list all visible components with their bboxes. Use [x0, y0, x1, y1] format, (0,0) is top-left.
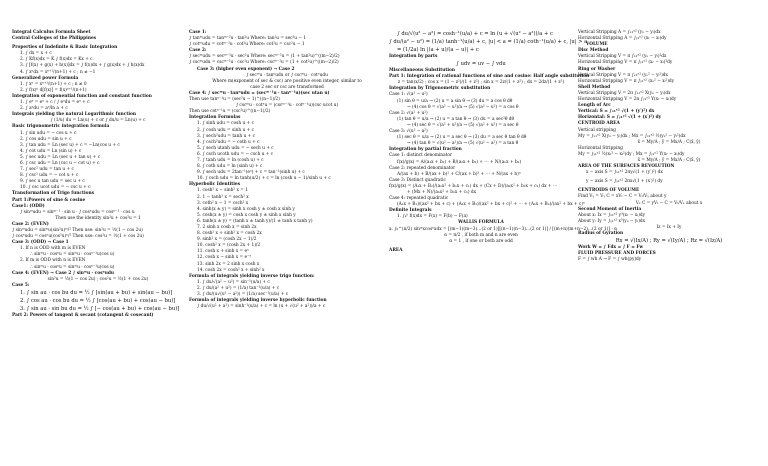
- formula-line: 2. If m is ODD with n is EVEN: [20, 258, 86, 264]
- formula-line: 6. ∫ csc udu = Ln (csc u − cot u) + c: [20, 160, 100, 166]
- section-heading: Formula of integrals yielding inverse trigo function:: [189, 273, 315, 279]
- formula-line: 3. ∫ sin au · sin bu du = ½ ∫ [− cos(au + bu) + cos(au − bu)]: [20, 305, 180, 312]
- section-heading: Integration by parts: [389, 54, 438, 59]
- formula-line: 10. ∫ csc ucot udu = − csc u + c: [20, 185, 91, 191]
- formula-line: → (4) tan θ = √(u² − a²)/a → (5) √(u² − a²) = a tan θ: [407, 141, 519, 147]
- formula-line: Iz = Ix + Iy: [656, 224, 682, 230]
- section-heading: Part 2: Powers of tangent & secant (cotangent & cosecant): [12, 312, 154, 318]
- formula-line: 4. sinh(x ± y) = sinh x cosh y ± cosh x sinh y: [197, 206, 295, 212]
- formula-line: a. ∫₀^(π/2) sinᵐxcosⁿxdx = [(m−1)(m−3)…(2 or 1)][(n−1)(n−3)…(2 or 1)] / [(m+n)(m+n−2)…(2 or 1)] · α: [389, 226, 618, 232]
- formula-line: Horizontal Stripping V = π ∫ᵧ₁ʸ² (xᵣ − xₗ)²dy: [578, 60, 673, 66]
- formula-line: Where m(exponent of sec & csc) are positive even integer, similar to: [212, 78, 362, 84]
- formula-line: 1. cosh² x − sinh² x = 1: [197, 188, 248, 194]
- formula-line: 9. sinh² x = (cosh 2x − 1)/2: [197, 237, 257, 243]
- section-heading: Case 2:: [189, 48, 207, 54]
- formula-line: 3. ∫ du/(u√(u² − a²)) = (1/a) sec⁻¹(u/a) + c: [197, 292, 289, 298]
- formula-line: 10. cosh² x = (cosh 2x + 1)/2: [197, 243, 261, 249]
- formula-line: ∫ du/√(u² − a²) = cosh⁻¹(u/a) + c = ln (u + √(u² − a²))/a + c: [397, 31, 553, 37]
- section-heading: Ring or Washer: [578, 66, 616, 72]
- section-heading: Case 4: ∫ secᵐu · tanⁿudu = (secᵐ⁻¹u · tanⁿ⁻¹u)(sec utan u): [189, 90, 330, 96]
- section-heading: Integration of exponential function and constant function: [12, 93, 152, 99]
- section-heading: WALLIS FORMULA: [458, 220, 504, 226]
- formula-line: Vertical Stripping A = ∫ₓ₁ˣ² (yᵤ − yₗ)dx: [578, 30, 661, 35]
- formula-line: 2. ∫ Kf(x)dx = K ∫ f(x)dx = Kx + c: [20, 57, 93, 63]
- section-heading: Hyperbolic Identities: [189, 182, 241, 188]
- formula-line: Horizontal Stripping V = π ∫ᵧ₁ʸ² (xₒ² − xᵢ²)dy: [578, 78, 675, 84]
- section-heading: Case1: (ODD): [12, 203, 45, 209]
- formula-line: ∫ tanᵐudu = tanᵐ⁻²u · tan²u Where: tan²u = sec²u − 1: [189, 36, 307, 42]
- section-heading: Transformation of Trigo functions: [12, 191, 94, 197]
- formula-line: ∴ sinᵐu · cosⁿu = sinᵐu · cosⁿ⁻¹u(cos u): [30, 264, 115, 270]
- formula-line: ∫ du/(a² − u²) = (1/a) tanh⁻¹(u/a) + c, |u| < a = (1/a) coth⁻¹(u/a) + c, |u| > a: [389, 39, 588, 45]
- formula-line: Vertical stripping: [578, 127, 616, 133]
- section-heading: Second Moment of Inertia: [578, 206, 642, 212]
- formula-line: My = ∫ₓ₁ˣ² X(yᵤ − yₗ)dx ; Mx = ∫ₓ₁ˣ² ½(yᵤ² − yₗ²)dx: [578, 133, 686, 139]
- section-heading: Part 1:Powers of sine & cosine: [12, 197, 86, 203]
- section-heading: Disc Method: [578, 48, 609, 54]
- section-heading: Case 3: (ODD) → Case 1: [12, 240, 69, 246]
- formula-line: Vertical Stripping V = 2π ∫ₓ₁ˣ² X(yᵤ − yₗ)dx: [578, 90, 671, 96]
- section-heading: Integrals yielding the natural Logarithmic function: [12, 112, 137, 118]
- formula-line: Horizontal Stripping A = ∫ᵧ₁ʸ² (xᵣ − xₗ)dy: [578, 36, 667, 42]
- formula-line: 4. ∫ xⁿdx = xⁿ⁺¹/(n+1) + c ; n ≠ −1: [20, 69, 96, 75]
- formula-line: (A₁x + B₁)/(ax² + bx + c) + (A₂x + B₂)/(ax² + bx + c)² + ⋯ + (Aₙx + Bₙ)/(ax² + bx + c)ⁿ: [397, 202, 585, 208]
- formula-line: 13. sinh 2x = 2 sinh x cosh x: [197, 261, 260, 267]
- formula-line: 2. ∫ du/(a² + u²) = (1/a) tan⁻¹(u/a) + c: [197, 285, 280, 291]
- section-heading: Case 2: (EVEN): [12, 221, 49, 227]
- formula-line: + (Mx + N)/(aₙx² + bₙx + cₙ) dx: [407, 189, 477, 195]
- formula-line: 1. ∫ eᵘ = eᵘ + c / ∫ eᵘdu = eᵘ + c: [20, 100, 90, 106]
- formula-line: 2. ∫ cos au · cos bu du = ½ ∫ [cos(au + bu) + cos(au − bu)]: [20, 297, 176, 304]
- formula-line: 14. cosh 2x = cosh² x + sinh² x: [197, 267, 265, 273]
- formula-line: x̄ = My/A ; ȳ = Mx/A ; C(x̄, ȳ): [637, 139, 701, 145]
- formula-line: 9. ∫ sech udu = 2tan⁻¹(eᵘ) + c = tan⁻¹(sinh u) + c: [197, 170, 305, 176]
- formula-line: 2. ∫ cosh udu = sinh u + c: [197, 127, 255, 133]
- formula-line: Find Vᵧ = Vᵧ C = xVₜ − C = Vₜ/Vᵧ about y: [578, 194, 667, 200]
- formula-line: ∫ du/√(u² + a²) = sinh⁻¹(u/a) + c = ln (u + √(u² + a²))/a + c: [197, 304, 326, 310]
- formula-line: ∫ secᵐu · tanⁿudu or ∫ cscᵐu · cotⁿudu: [246, 72, 328, 78]
- formula-line: ∫ secᵐudu = secᵐ⁻²u · sec²u Where: secᵐ⁻²u = (1 + tan²u)^((m−2)/2): [189, 54, 340, 60]
- section-heading: Case 1:: [189, 30, 207, 35]
- formula-line: f(x)/g(x) = A/(a₁x + b₁) + B/(a₂x + b₂) + ⋯ + N/(aₙx + bₙ): [397, 159, 522, 165]
- section-heading: Basic trigonometric integration formula: [12, 124, 110, 130]
- formula-line: 10. ∫ csch udu = ln tanh(u/2) + c = ln (cosh u − 1)/sinh u + c: [197, 176, 331, 182]
- section-heading: Miscellaneous Substitution: [389, 68, 455, 74]
- formula-line: 6. ∫ csch ucoth udu = − csch u + c: [197, 151, 274, 157]
- formula-line: Then use tanⁿ⁻¹u = (sec²u − 1)^((n−1)/2): [189, 97, 280, 103]
- formula-line: (1) sec θ = u/a → (2) u = a sec θ → (3) du = a sec θ tan θ dθ: [397, 135, 527, 141]
- formula-line: 8. ∫ coth udu = ln (sinh u) + c: [197, 164, 263, 170]
- section-heading: Integral Calculus Formula Sheet: [12, 30, 91, 35]
- formula-line: y − axis S = ∫ᵧ₁ʸ² 2πx√(1 + (x′)²) dy: [586, 179, 663, 185]
- formula-line: → (4) sec θ = √(a² + u²)/a → (5) √(a² + u²) = a sec θ: [407, 122, 519, 128]
- section-heading: Case 5:: [12, 282, 30, 288]
- formula-line: 4. ∫ cot udu = Ln (sin u) + c: [20, 148, 82, 154]
- formula-line: 7. ∫ sec² udu = tan u + c: [20, 167, 74, 173]
- formula-line: 8. ∫ csc² udu = − cot u + c: [20, 173, 79, 179]
- formula-line: (1) sin θ = u/a → (2) u = a sin θ → (3) du = a cos θ dθ: [397, 98, 513, 104]
- formula-line: Vertical Stripping V = π ∫ₓ₁ˣ² (yₒ² − yᵢ²)dx: [578, 72, 668, 78]
- formula-line: 7. 2 sinh x cosh x = sinh 2x: [197, 225, 257, 230]
- formula-line: case 2 sec or csc are transformed: [250, 84, 324, 90]
- formula-line: 12. cosh x − sinh x = e⁻ˣ: [197, 255, 252, 261]
- formula-line: Case 1: √(a² − u²): [389, 92, 428, 98]
- formula-line: 6. tanh(x ± y) = (tanh x ± tanh y)/(1 ± tanh x tanh y): [197, 218, 313, 224]
- formula-line: 1. ∫ₐᵇ f(x)dx = F(x) = F(b) − F(a): [397, 214, 468, 220]
- formula-line: My = ∫ᵧ₁ʸ² ½(xᵣ² − xₗ²)dy ; Mx = ∫ᵧ₁ʸ² Y(xᵣ − xₗ)dy: [578, 151, 685, 157]
- formula-line: 5. ∫ sec udu = Ln (sec u + tan u) + c: [20, 154, 101, 160]
- formula-line: Vₓ C = yVₜ − C = Vₜ/Vₓ about x: [635, 200, 703, 206]
- formula-line: x − axis S = ∫ₓ₁ˣ² 2πy√(1 + (y′)²) dx: [586, 170, 663, 176]
- formula-line: Case 4: repeated quadratic: [389, 196, 449, 202]
- formula-line: → (4) cos θ = √(a² − u²)/a → (5) √(a² − u²) = a cos θ: [407, 104, 519, 110]
- formula-line: x̄ = My/A ; ȳ = Mx/A ; C(x̄, ȳ): [637, 157, 701, 163]
- formula-line: F = ∫ wh A → F = ∫ wh(py)dy: [578, 257, 642, 263]
- formula-line: = (1/2a) ln |(a + u)/(a − u)| + c: [397, 47, 479, 53]
- formula-line: 1. ∫ dx = x + c: [20, 51, 52, 57]
- formula-line: Rx = √(Ix/A) ; Ry = √(Iy/A) ; Rz = √(Iz/A): [615, 238, 723, 245]
- formula-line: Case 1: distinct denominator: [389, 153, 453, 159]
- formula-line: 1. If n is ODD with m is EVEN: [20, 246, 86, 252]
- formula-line: 9. ∫ sec u tan udu = sec u + c: [20, 179, 85, 185]
- column-2: [189, 30, 385, 310]
- formula-line: 3. ∫ [f(x) + g(x) + h(x)]dx = ∫ f(x)dx + ∫ g(x)dx + ∫ h(x)dx: [20, 63, 145, 69]
- formula-line: 5. cosh(x ± y) = cosh x cosh y ± sinh x sinh y: [197, 212, 296, 218]
- formula-line: ∫ cscᵐu · cotⁿu = (cscᵐ⁻¹u · cotⁿ⁻¹u)(csc ucot u): [235, 103, 339, 109]
- formula-line: ∫ cosⁿudu = cosⁿu(cos²u)ⁿ/² Then use: cos²u = ½(1 + cos 2u): [12, 234, 144, 240]
- formula-line: Then use cotⁿ⁻¹u = (csc²u)^((n−1)/2): [189, 109, 271, 115]
- formula-line: 3. ∫ tan udu = Ln (sec u) + c = −Ln(cos u + c: [20, 142, 120, 148]
- formula-line: 1. ∫ du/√(a² − u²) = sin⁻¹(u/a) + c: [197, 279, 270, 285]
- section-heading: Case 3: (higher even exponent) → Case 2: [197, 66, 295, 72]
- formula-line: Case 3: √(u² − a²): [389, 129, 428, 135]
- section-heading: Integration Formulas: [189, 115, 241, 121]
- formula-line: ∫ (1/u) du = Ln(u) + c or ∫ du/u = Ln(u) + c: [50, 118, 146, 124]
- formula-line: About y: Iy = ∫ᵧ₁ʸ² x³(yᵤ − yₗ)dx: [578, 218, 646, 224]
- section-heading: Vertical: S = ∫ₓ₁ˣ² √(1 + (y′)²) dx: [578, 109, 655, 115]
- section-heading: Length of Arc: [578, 103, 611, 109]
- formula-line: f(x)/g(x) = (A₁x + B₁)/(a₁x² + b₁x + c₁) dx + (Cx + D)/(a₂x² + b₂x + c₂) dx + ⋯: [389, 183, 558, 189]
- section-heading: Definite Integrals: [389, 208, 432, 214]
- section-heading: Part 1: Integration of rational functions of sine and cosine: Half angle substitution: [389, 74, 590, 80]
- formula-line: Horizontal Stripping V = 2π ∫ᵧ₁ʸ² Y(xᵣ − xₗ)dy: [578, 97, 677, 103]
- formula-line: 2. ∫ cos udu = sin u + c: [20, 136, 72, 142]
- formula-line: ∫ cscᵐudu = cscᵐ⁻²u · csc²u Where: cscᵐ⁻²u = (1 + cot²u)^((m−2)/2): [189, 60, 339, 66]
- formula-line: 7. ∫ tanh udu = ln (cosh u) + c: [197, 157, 264, 163]
- section-heading: Case 4: (EVEN) → Case 2 ∫ sinᵐu · cosⁿudu: [12, 270, 115, 276]
- section-heading: Properties of Indefinite & Basic Integration: [12, 45, 118, 51]
- formula-line: 5. ∫ sech utanh udu = − sech u + c: [197, 145, 274, 151]
- formula-line: 8. cosh² x + sinh² x = cosh 2x: [197, 231, 262, 237]
- formula-line: 3. coth² x − 1 = csch² x: [197, 200, 249, 206]
- formula-line: Case 3: Distinct quadratic: [389, 177, 446, 183]
- formula-line: 1. ∫ sinh udu = cosh u + c: [197, 121, 255, 127]
- section-heading: Integration by Trigonometric substitution: [389, 86, 491, 92]
- formula-line: 3. ∫ sech²udu = tanh u + c: [197, 133, 256, 139]
- formula-line: 2. ∫ f(x)ⁿ d[f(x)] = f(x)ⁿ⁺¹/(n+1): [20, 87, 87, 93]
- formula-line: A/(ax + b) + B/(ax + b)² + C/(ax + b)³ + ⋯ + N/(ax + b)ⁿ: [397, 171, 521, 177]
- formula-line: ∴ sinᵐu · cosⁿu = sinᵐu · cosⁿ⁻¹u(cos u): [30, 252, 115, 258]
- section-heading: Central Colleges of the Philippines: [12, 36, 97, 42]
- formula-line: α = 1 , if one or both are odd: [449, 238, 513, 244]
- section-heading: Radius of Gyration: [578, 231, 624, 236]
- formula-line: (1) tan θ = u/a → (2) u = a tan θ → (3) du = a sec²θ dθ: [397, 116, 515, 122]
- section-heading: Generalized power Formula: [12, 75, 79, 81]
- formula-line: 1. ∫ xⁿ = xⁿ⁺¹/(n+1) + c ; n ≠ 0: [20, 81, 87, 87]
- formula-line: 1. ∫ sin udu = − cos u + c: [20, 130, 77, 136]
- formula-line: sin²u = ½(1 − cos 2u) ; cos²u = ½(1 + cos 2u): [47, 276, 149, 282]
- section-heading: Shell Method: [578, 84, 611, 90]
- section-heading: Integration by partial fraction: [389, 147, 462, 153]
- formula-line: ∫ sinᵐudu = sinᵐu(sin²u)ᵐ/² Then use: sin²u = ½(1 − cos 2u): [12, 228, 143, 233]
- formula-line: Then use the identity sin²u + cos²u = 1: [55, 215, 141, 221]
- formula-line: Horizontal Stripping: [578, 145, 623, 151]
- formula-line: Case 2: repeated denominator: [389, 165, 456, 171]
- section-heading: FLUID PRESSURE AND FORCES: [578, 251, 656, 257]
- formula-line: 2. 1 − tanh² x = sech² x: [197, 194, 249, 200]
- formula-line: 2. ∫ aᵘdu = aᵘ/ln a + c: [20, 106, 68, 112]
- section-heading: Formula of integrals yielding inverse hyperbolic function: [189, 298, 327, 304]
- section-heading: Horizontal: S = ∫ᵧ₁ʸ² √(1 + (x′)²) dy: [578, 115, 662, 121]
- formula-line: α = π/2 , if both m and n are even: [444, 232, 518, 238]
- formula-line: 1. ∫ sin au · cos bu du = ½ ∫ [sin(au + bu) + sin(au − bu)]: [20, 289, 173, 296]
- section-heading: AREA: [389, 247, 403, 253]
- section-heading: CENTROIDS OF VOLUME: [578, 188, 640, 194]
- formula-line: z = tan(x/2) ; cos x = (1 − z²)/(1 + z²) ; sin x = 2z/(1 + z²) ; dx = 2dz/(1 + z²): [397, 80, 565, 86]
- column-4: [578, 30, 760, 263]
- section-heading: AREA OF THE SURFACES REVOLUTION: [578, 164, 675, 170]
- formula-line: 11. cosh x + sinh x = eˣ: [197, 249, 249, 255]
- formula-line: ∫ udv = uv − ∫ vdu: [456, 61, 506, 68]
- formula-line: 4. ∫ csch²udu = − coth u + c: [197, 139, 260, 145]
- section-heading: CENTROID AREA: [578, 121, 620, 127]
- section-heading: Work W = ∫ Fdx = ∫ F = Fw: [578, 245, 644, 251]
- section-heading: VOLUME: [586, 42, 608, 48]
- formula-line: Vertical Stripping V = π ∫ₓ₁ˣ² (yᵤ − yₗ)²dx: [578, 54, 667, 60]
- formula-line: Case 2: √(a² + u²): [389, 110, 428, 116]
- formula-line: ∫ sinᵐudu = sinᵐ⁻¹ · sin u · ∫ cosⁿudu = cosⁿ⁻¹ · cos u: [20, 209, 135, 215]
- formula-line: About x: Ix = ∫ₓ₁ˣ² y³(xᵣ − xₗ)dy: [578, 212, 646, 218]
- column-1: [12, 30, 184, 319]
- formula-line: ∫ cotᵐudu = cotᵐ⁻²u · cot²u Where: cot²u = csc²u − 1: [189, 42, 305, 48]
